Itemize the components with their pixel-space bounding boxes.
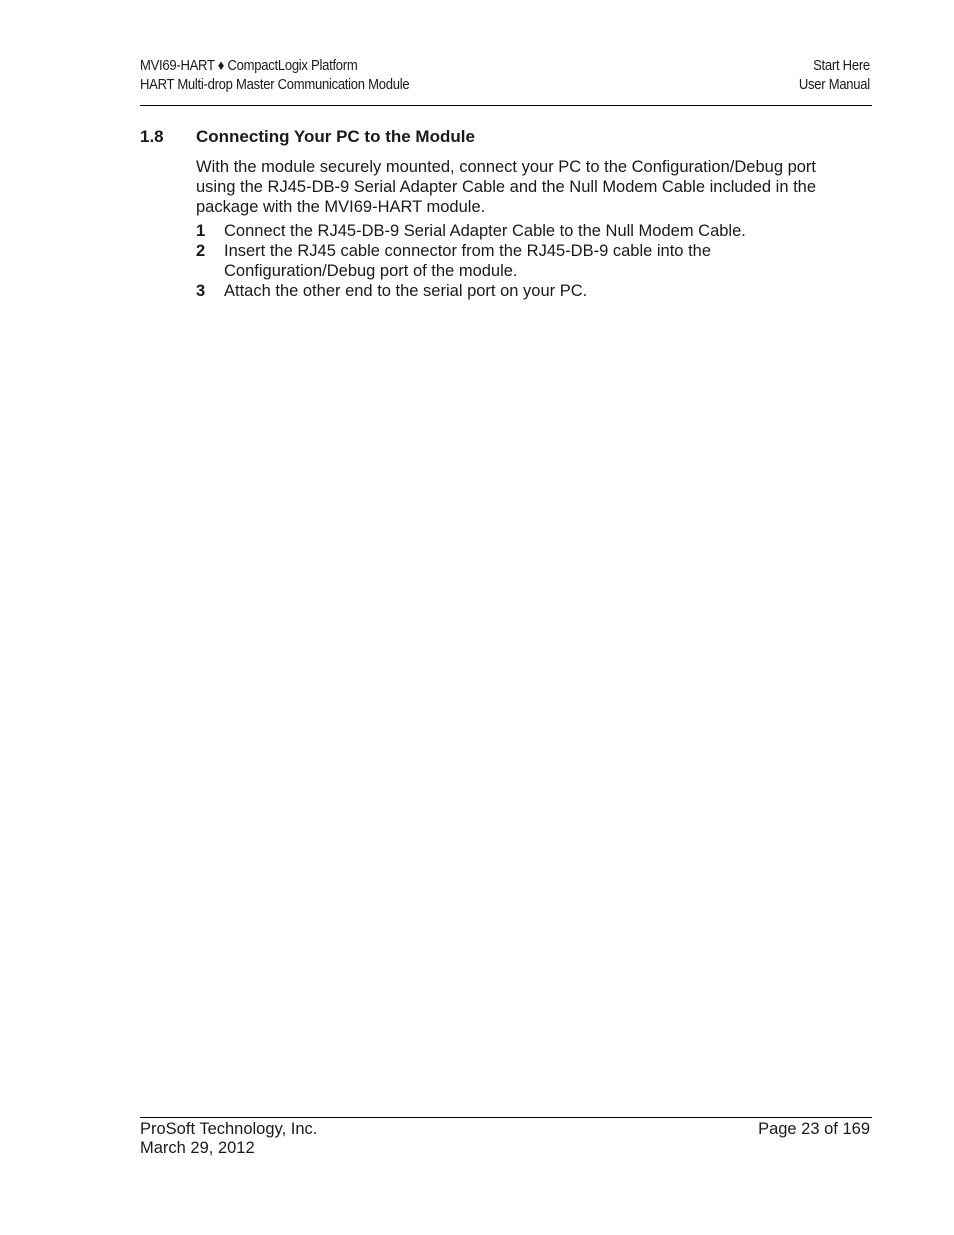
list-item <box>196 221 836 241</box>
step-text: Connect the RJ45-DB-9 Serial Adapter Cable to the Null Modem Cable. <box>224 222 746 240</box>
header-module-name: HART Multi-drop Master Communication Module <box>140 77 410 93</box>
footer-left <box>140 1120 317 1158</box>
step-number: 1 <box>196 222 206 240</box>
list-item <box>196 241 836 281</box>
step-text: Insert the RJ45 cable connector from the RJ45-DB-9 cable into the Configuration/Debug port of the module. <box>224 242 711 280</box>
header-product-line: MVI69-HART ♦ CompactLogix Platform <box>140 58 358 74</box>
footer-divider <box>140 1117 872 1118</box>
header-doc-type: User Manual <box>798 77 870 93</box>
section-title: Connecting Your PC to the Module <box>196 127 475 146</box>
step-number: 3 <box>196 282 206 300</box>
step-text: Attach the other end to the serial port on your PC. <box>224 282 588 300</box>
header-chapter: Start Here <box>813 58 870 74</box>
section-number: 1.8 <box>140 127 164 146</box>
steps-list <box>196 221 836 301</box>
list-item <box>196 281 836 301</box>
footer-company: ProSoft Technology, Inc. <box>140 1120 318 1138</box>
step-number: 2 <box>196 242 206 260</box>
footer-page-number: Page 23 of 169 <box>758 1120 870 1138</box>
footer-date: March 29, 2012 <box>140 1139 255 1157</box>
intro-paragraph: With the module securely mounted, connect your PC to the Configuration/Debug port using the RJ45-DB-9 Serial Adapter Cable and the Null Modem Cable included in the package with the MVI69-HART module. <box>196 158 817 216</box>
header-right <box>600 57 870 95</box>
header-divider <box>140 105 872 106</box>
